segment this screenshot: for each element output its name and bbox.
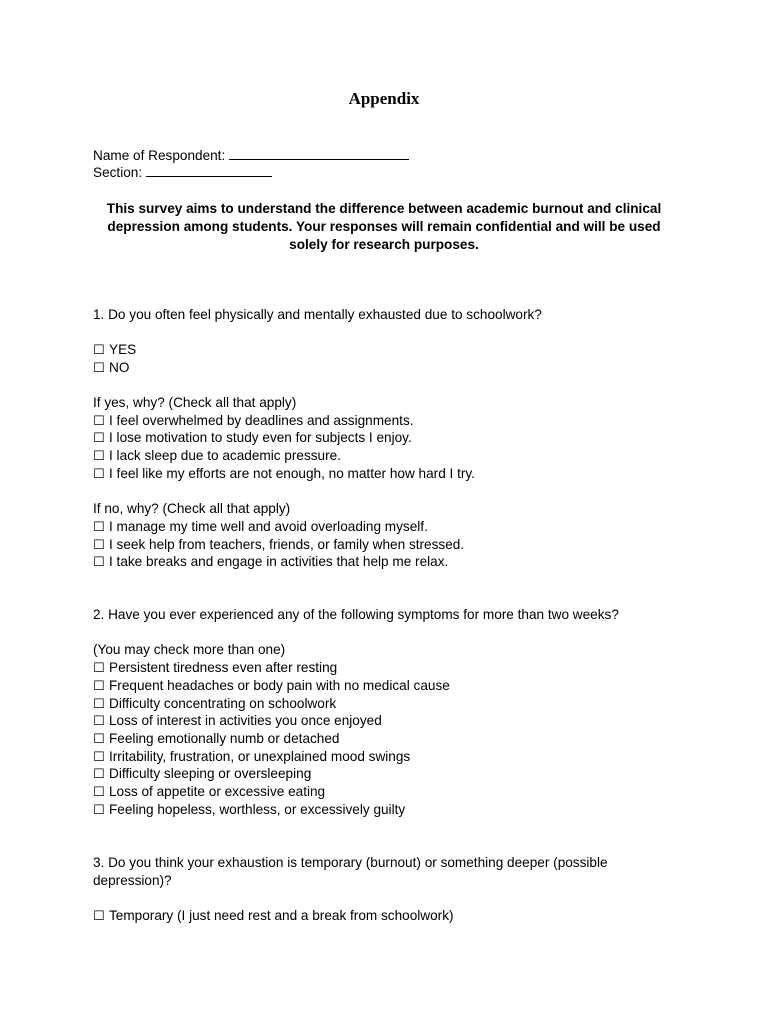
checkbox-icon[interactable]: ☐ <box>93 467 105 482</box>
checkbox-icon[interactable]: ☐ <box>93 679 105 694</box>
q2-symptom[interactable] <box>93 730 339 749</box>
option-label: Difficulty concentrating on schoolwork <box>109 696 337 711</box>
q1-no-reason[interactable] <box>93 518 428 537</box>
checkbox-icon[interactable]: ☐ <box>93 767 105 782</box>
checkbox-icon[interactable]: ☐ <box>93 661 105 676</box>
checkbox-icon[interactable]: ☐ <box>93 431 105 446</box>
checkbox-icon[interactable]: ☐ <box>93 909 105 924</box>
option-label: NO <box>109 360 130 375</box>
q2-symptom[interactable] <box>93 677 450 696</box>
option-label: I take breaks and engage in activities that help me relax. <box>109 554 449 569</box>
option-label: Feeling hopeless, worthless, or excessively guilty <box>109 802 406 817</box>
checkbox-icon[interactable]: ☐ <box>93 538 105 553</box>
option-label: I manage my time well and avoid overloading myself. <box>109 519 428 534</box>
respondent-name-field[interactable] <box>93 147 409 165</box>
q1-option-no[interactable] <box>93 359 129 378</box>
section-blank[interactable] <box>146 164 272 177</box>
q2-symptom[interactable] <box>93 695 336 714</box>
checkbox-icon[interactable]: ☐ <box>93 555 105 570</box>
checkbox-icon[interactable]: ☐ <box>93 343 105 358</box>
q3-question: 3. Do you think your exhaustion is temporary (burnout) or something deeper (possible depression)? <box>93 855 608 888</box>
q2-symptom[interactable] <box>93 712 382 731</box>
option-label: I feel like my efforts are not enough, no matter how hard I try. <box>109 466 475 481</box>
option-label: I lose motivation to study even for subjects I enjoy. <box>109 430 412 445</box>
option-label: Loss of interest in activities you once enjoyed <box>109 713 382 728</box>
checkbox-icon[interactable]: ☐ <box>93 732 105 747</box>
checkbox-icon[interactable]: ☐ <box>93 697 105 712</box>
checkbox-icon[interactable]: ☐ <box>93 414 105 429</box>
q2-symptom[interactable] <box>93 783 325 802</box>
q2-symptom[interactable] <box>93 801 405 820</box>
option-label: Persistent tiredness even after resting <box>109 660 338 675</box>
checkbox-icon[interactable]: ☐ <box>93 750 105 765</box>
checkbox-icon[interactable]: ☐ <box>93 449 105 464</box>
q2-symptom[interactable] <box>93 659 337 678</box>
option-label: Difficulty sleeping or oversleeping <box>109 766 312 781</box>
option-label: Loss of appetite or excessive eating <box>109 784 326 799</box>
section-label: Section: <box>93 165 143 180</box>
q1-yes-reason[interactable] <box>93 447 341 466</box>
option-label: YES <box>109 342 137 357</box>
q1-yes-prompt: If yes, why? (Check all that apply) <box>93 395 297 410</box>
checkbox-icon[interactable]: ☐ <box>93 520 105 535</box>
checkbox-icon[interactable]: ☐ <box>93 785 105 800</box>
q2-note: (You may check more than one) <box>93 642 286 657</box>
q2-symptom[interactable] <box>93 748 410 767</box>
survey-intro: This survey aims to understand the difference between academic burnout and clinical depression among students. Your responses will remain confidential and will be used solely for research purposes. <box>106 201 662 252</box>
option-label: Irritability, frustration, or unexplained mood swings <box>109 749 411 764</box>
q1-yes-reason[interactable] <box>93 412 414 431</box>
q1-yes-reason[interactable] <box>93 429 412 448</box>
q1-no-reason[interactable] <box>93 553 448 572</box>
checkbox-icon[interactable]: ☐ <box>93 361 105 376</box>
option-label: I feel overwhelmed by deadlines and assignments. <box>109 413 414 428</box>
option-label: Frequent headaches or body pain with no medical cause <box>109 678 450 693</box>
option-label: I seek help from teachers, friends, or family when stressed. <box>109 537 465 552</box>
checkbox-icon[interactable]: ☐ <box>93 714 105 729</box>
option-label: I lack sleep due to academic pressure. <box>109 448 341 463</box>
option-label: Feeling emotionally numb or detached <box>109 731 340 746</box>
checkbox-icon[interactable]: ☐ <box>93 803 105 818</box>
respondent-name-label: Name of Respondent: <box>93 148 226 163</box>
section-field[interactable] <box>93 164 272 182</box>
q1-yes-reason[interactable] <box>93 465 475 484</box>
q3-option-temporary[interactable] <box>93 907 454 926</box>
q1-no-prompt: If no, why? (Check all that apply) <box>93 501 291 516</box>
page-title: Appendix <box>348 89 420 108</box>
q1-option-yes[interactable] <box>93 341 136 360</box>
q2-question: 2. Have you ever experienced any of the following symptoms for more than two weeks? <box>93 607 619 622</box>
option-label: Temporary (I just need rest and a break from schoolwork) <box>109 908 454 923</box>
q1-no-reason[interactable] <box>93 536 464 555</box>
q2-symptom[interactable] <box>93 765 311 784</box>
respondent-name-blank[interactable] <box>229 147 409 160</box>
q1-question: 1. Do you often feel physically and mentally exhausted due to schoolwork? <box>93 307 542 322</box>
